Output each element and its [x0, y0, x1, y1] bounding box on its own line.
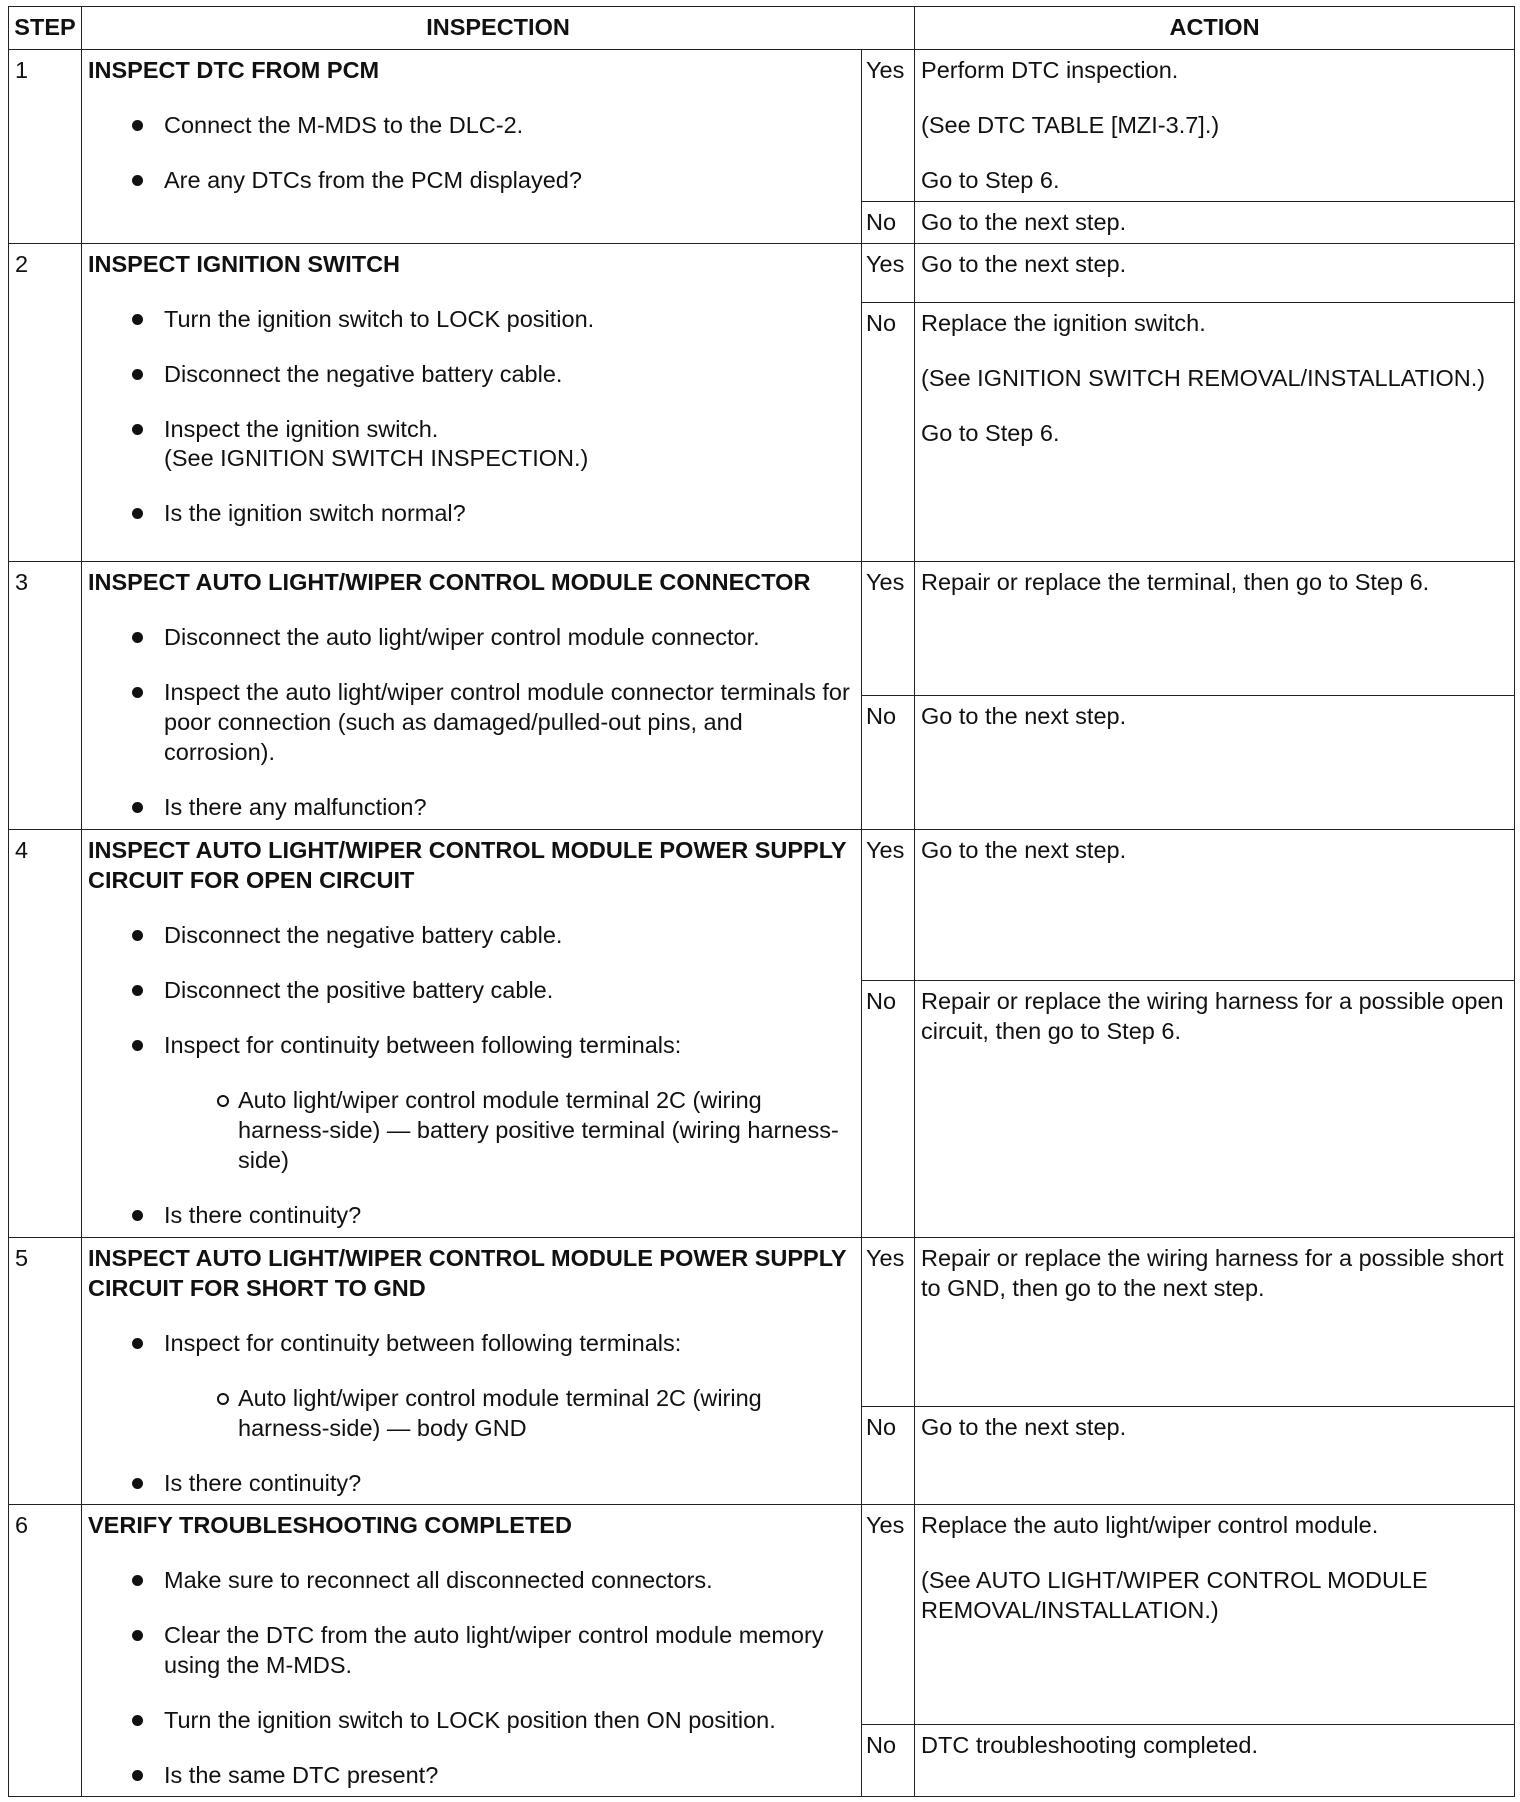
step-title: INSPECT DTC FROM PCM [88, 57, 380, 83]
bullet-item: Disconnect the auto light/wiper control module connector. [88, 622, 854, 652]
yes-action [915, 1238, 1515, 1407]
inspection-bullets [88, 304, 854, 444]
yes-label: Yes [862, 830, 915, 981]
action-line: (See IGNITION SWITCH REMOVAL/INSTALLATION.) [921, 365, 1486, 391]
action-column-header: ACTION [915, 7, 1515, 50]
no-label: No [862, 202, 915, 244]
step-number: 2 [9, 244, 82, 562]
step-row-6-yes [9, 1505, 1515, 1725]
inspection-column-header: INSPECTION [82, 7, 915, 50]
step-number: 6 [9, 1505, 82, 1797]
inspection-bullets [88, 1328, 854, 1498]
troubleshooting-page [8, 6, 1515, 1797]
yes-action [915, 830, 1515, 981]
action-line: Go to the next step. [921, 1414, 1127, 1440]
step-number: 3 [9, 562, 82, 830]
no-label: No [862, 1407, 915, 1505]
inspection-bullets [88, 622, 854, 822]
sub-bullets [164, 1085, 854, 1175]
reference-note: (See IGNITION SWITCH INSPECTION.) [164, 445, 589, 471]
yes-label: Yes [862, 244, 915, 303]
yes-label: Yes [862, 562, 915, 696]
bullet-item: Disconnect the positive battery cable. [88, 975, 854, 1005]
bullet-item: Is the ignition switch normal? [88, 498, 854, 528]
no-label: No [862, 981, 915, 1238]
step-title: INSPECT AUTO LIGHT/WIPER CONTROL MODULE POWER SUPPLY CIRCUIT FOR OPEN CIRCUIT [88, 837, 847, 893]
action-line: Go to the next step. [921, 251, 1127, 277]
action-line: DTC troubleshooting completed. [921, 1732, 1259, 1758]
yes-label: Yes [862, 1505, 915, 1725]
action-line: Repair or replace the terminal, then go to Step 6. [921, 569, 1430, 595]
bullet-item: Make sure to reconnect all disconnected connectors. [88, 1565, 854, 1595]
no-label: No [862, 1725, 915, 1797]
header-row [9, 7, 1515, 50]
step-inspection [82, 562, 862, 830]
no-action [915, 1725, 1515, 1797]
yes-action [915, 1505, 1515, 1725]
step-inspection [82, 50, 862, 244]
bullet-text: Inspect for continuity between following terminals: [164, 1330, 682, 1356]
no-action [915, 202, 1515, 244]
step-title: VERIFY TROUBLESHOOTING COMPLETED [88, 1512, 572, 1538]
action-line: Repair or replace the wiring harness for a possible open circuit, then go to Step 6. [921, 988, 1504, 1044]
inspection-bullets [88, 498, 854, 528]
step-row-5-yes [9, 1238, 1515, 1407]
action-line: Replace the ignition switch. [921, 310, 1206, 336]
step-row-2-yes [9, 244, 1515, 303]
bullet-item: Is there any malfunction? [88, 792, 854, 822]
bullet-item: Is there continuity? [88, 1200, 854, 1230]
action-line: (See DTC TABLE [MZI-3.7].) [921, 112, 1220, 138]
yes-label: Yes [862, 50, 915, 202]
sub-bullet-item: Auto light/wiper control module terminal 2C (wiring harness-side) — battery positive terminal (wiring harness-side) [164, 1085, 854, 1175]
step-row-3-yes [9, 562, 1515, 696]
inspection-bullets [88, 920, 854, 1230]
action-line: Replace the auto light/wiper control module. [921, 1512, 1379, 1538]
action-line: Perform DTC inspection. [921, 57, 1179, 83]
step-inspection [82, 1505, 862, 1797]
step-title: INSPECT AUTO LIGHT/WIPER CONTROL MODULE POWER SUPPLY CIRCUIT FOR SHORT TO GND [88, 1245, 847, 1301]
no-action [915, 303, 1515, 562]
bullet-item: Are any DTCs from the PCM displayed? [88, 165, 854, 195]
action-line: Go to Step 6. [921, 420, 1060, 446]
inspection-bullets [88, 110, 854, 195]
bullet-item: Is the same DTC present? [88, 1760, 854, 1790]
yes-action [915, 562, 1515, 696]
yes-action [915, 244, 1515, 303]
bullet-item [88, 1030, 854, 1175]
action-line: Go to Step 6. [921, 167, 1060, 193]
bullet-item: Inspect the auto light/wiper control module connector terminals for poor connection (such as damaged/pulled-out pins, and corrosion). [88, 677, 854, 767]
action-line: Go to the next step. [921, 703, 1127, 729]
bullet-item: Connect the M-MDS to the DLC-2. [88, 110, 854, 140]
step-inspection [82, 1238, 862, 1505]
action-line: (See AUTO LIGHT/WIPER CONTROL MODULE REMOVAL/INSTALLATION.) [921, 1567, 1428, 1623]
bullet-item: Turn the ignition switch to LOCK position. [88, 304, 854, 334]
step-number: 1 [9, 50, 82, 244]
action-line: Go to the next step. [921, 209, 1127, 235]
bullet-item: Disconnect the negative battery cable. [88, 359, 854, 389]
step-column-header: STEP [9, 7, 82, 50]
bullet-item: Inspect the ignition switch. [88, 414, 854, 444]
action-line: Go to the next step. [921, 837, 1127, 863]
bullet-text: Inspect for continuity between following terminals: [164, 1032, 682, 1058]
troubleshooting-table [8, 6, 1515, 1797]
step-inspection [82, 830, 862, 1238]
step-row-1-yes [9, 50, 1515, 202]
step-number: 4 [9, 830, 82, 1238]
bullet-item: Disconnect the negative battery cable. [88, 920, 854, 950]
bullet-item: Clear the DTC from the auto light/wiper control module memory using the M-MDS. [88, 1620, 854, 1680]
step-title: INSPECT AUTO LIGHT/WIPER CONTROL MODULE CONNECTOR [88, 569, 811, 595]
no-action [915, 696, 1515, 830]
step-number: 5 [9, 1238, 82, 1505]
no-action [915, 1407, 1515, 1505]
inspection-bullets [88, 1565, 854, 1790]
bullet-item [88, 1328, 854, 1443]
step-title: INSPECT IGNITION SWITCH [88, 251, 401, 277]
bullet-item: Turn the ignition switch to LOCK position then ON position. [88, 1705, 854, 1735]
step-row-4-yes [9, 830, 1515, 981]
sub-bullet-item: Auto light/wiper control module terminal 2C (wiring harness-side) — body GND [164, 1383, 854, 1443]
step-inspection [82, 244, 862, 562]
sub-bullets [164, 1383, 854, 1443]
no-label: No [862, 303, 915, 562]
yes-action [915, 50, 1515, 202]
yes-label: Yes [862, 1238, 915, 1407]
no-label: No [862, 696, 915, 830]
no-action [915, 981, 1515, 1238]
bullet-item: Is there continuity? [88, 1468, 854, 1498]
action-line: Repair or replace the wiring harness for a possible short to GND, then go to the next step. [921, 1245, 1504, 1301]
